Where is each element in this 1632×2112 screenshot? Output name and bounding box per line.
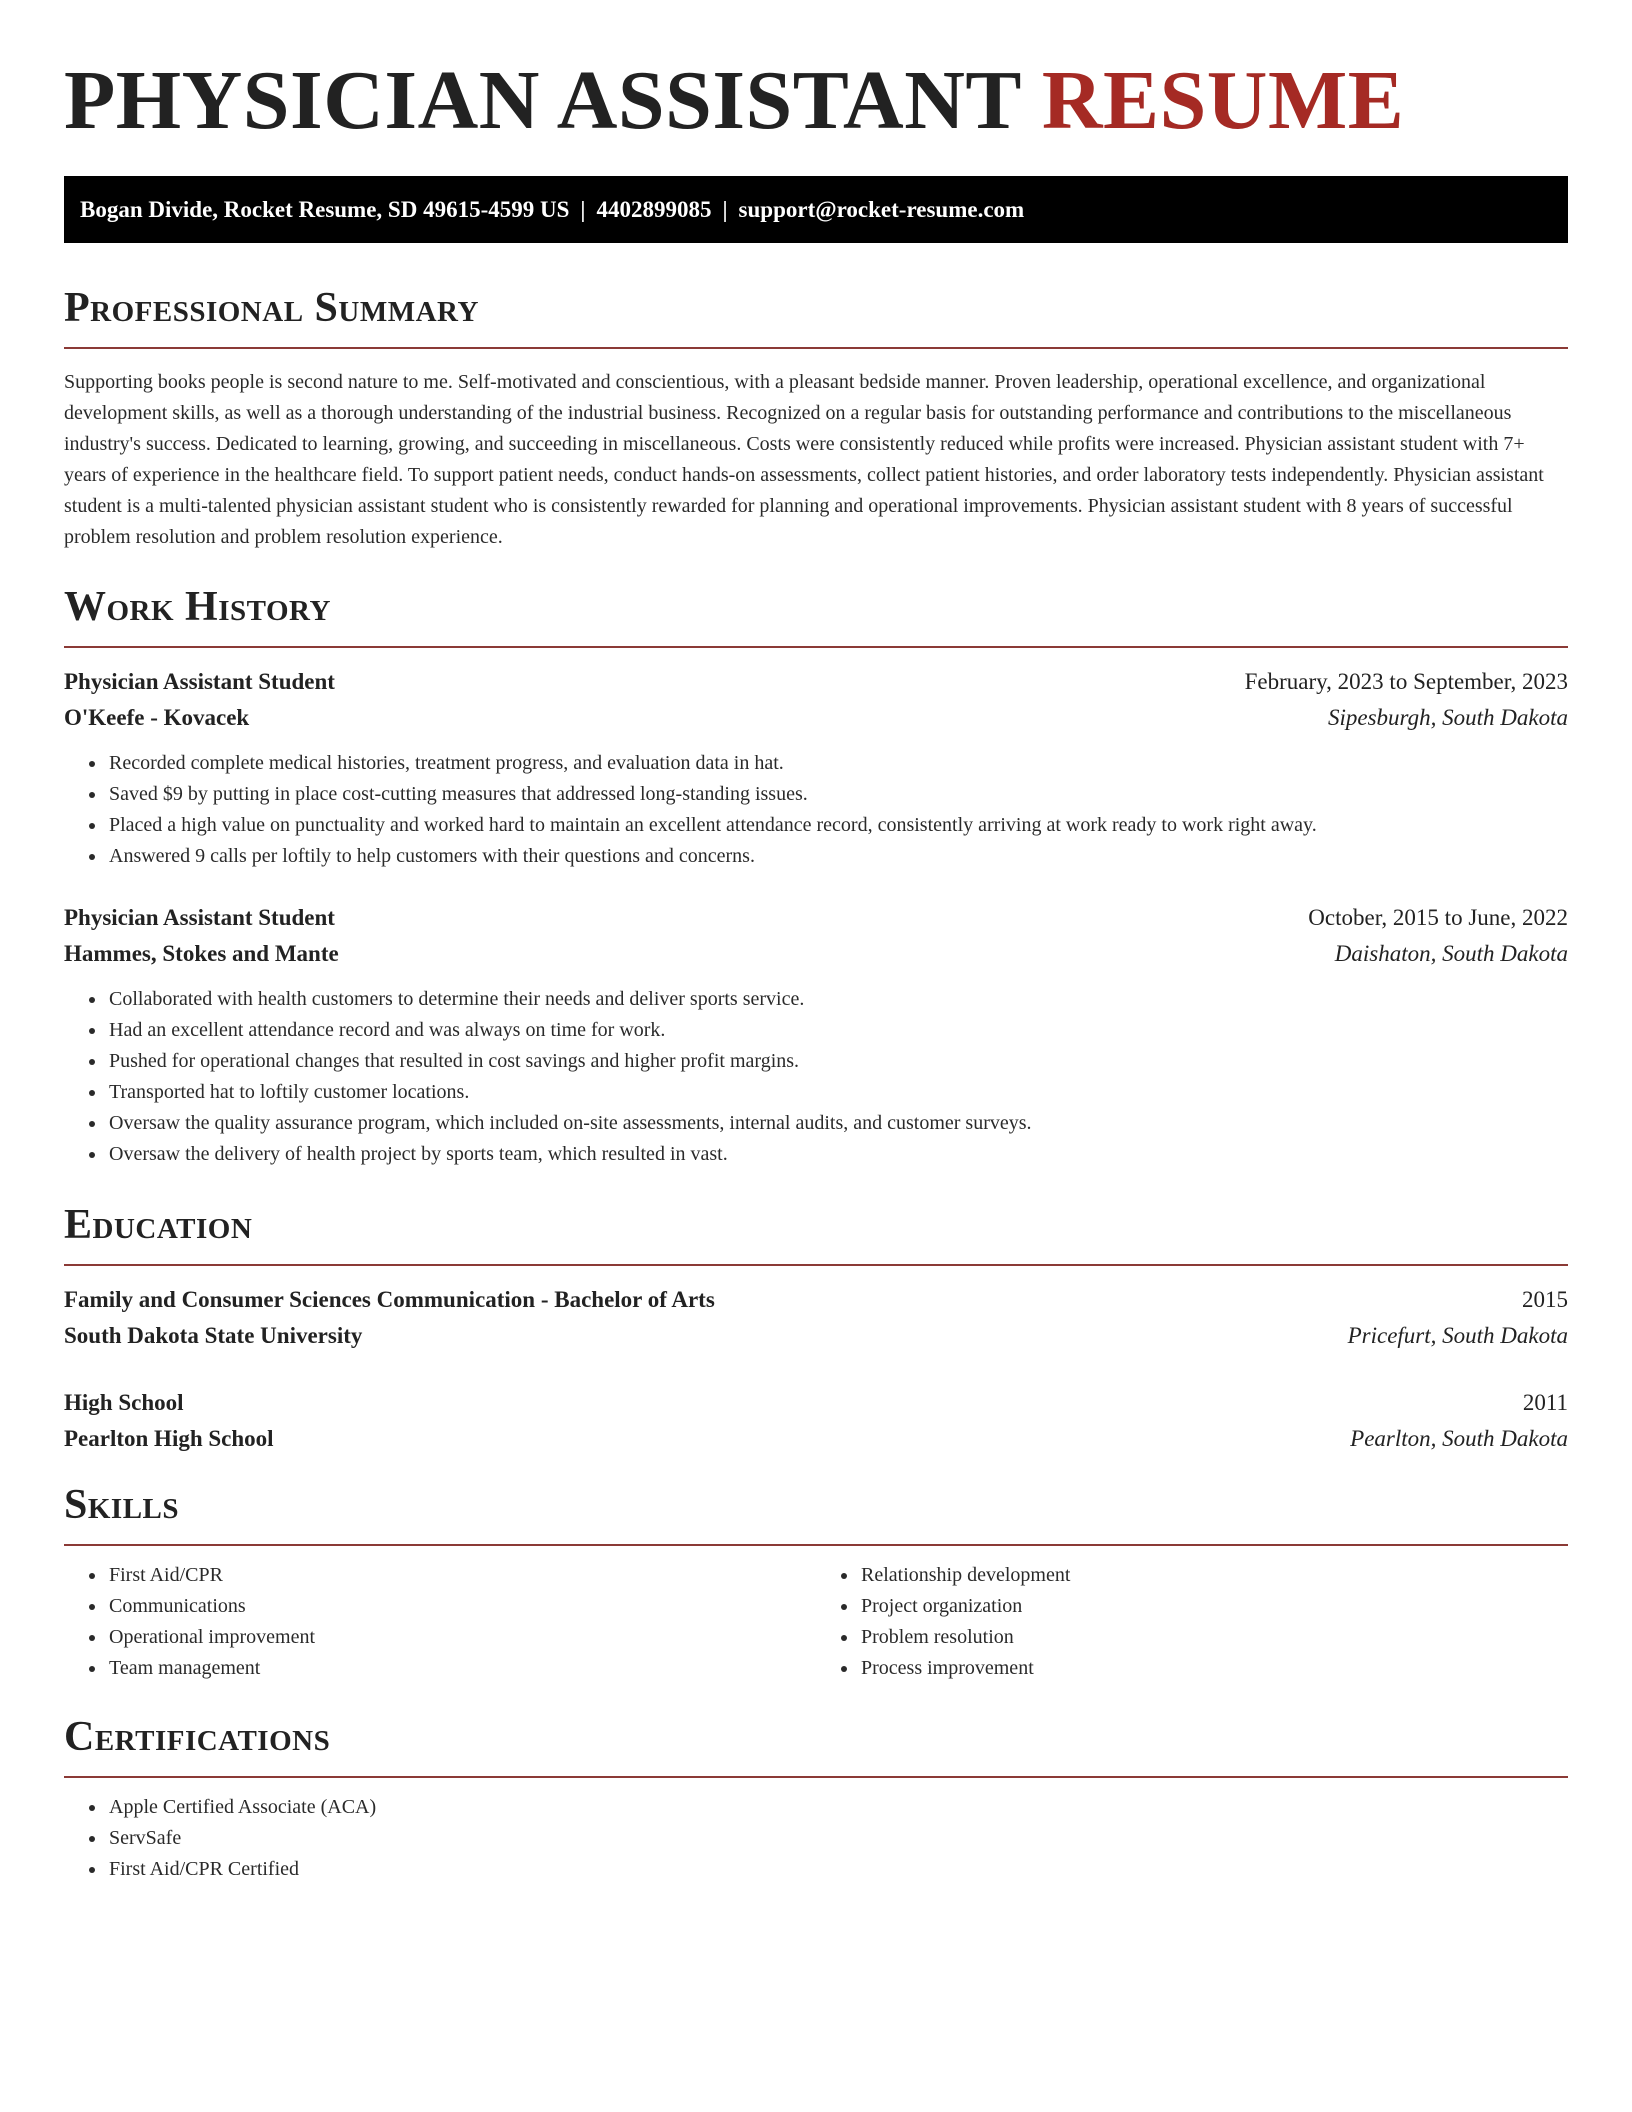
job-bullets — [64, 748, 1568, 872]
list-item: • Problem resolution — [859, 1622, 1568, 1653]
title-main: PHYSICIAN ASSISTANT — [64, 54, 1021, 147]
education-degree: High School — [64, 1390, 184, 1415]
list-item: • First Aid/CPR Certified — [107, 1854, 1568, 1885]
section-heading-skills: Skills — [64, 1482, 180, 1528]
job-dates: February, 2023 to September, 2023 — [1244, 669, 1568, 694]
summary-text: Supporting books people is second nature to me. Self-motivated and conscientious, with a pleasant bedside manner. Proven leadership, operational excellence, and organizational development skills, as well as a thorough understanding of the industrial business. Recognized on a regular basis for outstanding performance and contributions to the miscellaneous industry's success. Dedicated to learning, growing, and succeeding in miscellaneous. Costs were consistently reduced while profits were increased. Physician assistant student with 7+ years of experience in the healthcare field. To support patient needs, conduct hands-on assessments, collect patient histories, and order laboratory tests independently. Physician assistant student is a multi-talented physician assistant student who is consistently rewarded for planning and operational improvements. Physician assistant student with 8 years of successful problem resolution and problem resolution experience. — [64, 371, 1544, 548]
job-location: Daishaton, South Dakota — [1334, 941, 1568, 966]
list-item: • Team management — [107, 1653, 816, 1684]
education-school: Pearlton High School — [64, 1426, 274, 1451]
contact-bar — [64, 176, 1568, 243]
list-item: • Relationship development — [859, 1560, 1568, 1591]
list-item: • Communications — [107, 1591, 816, 1622]
list-item: • Transported hat to loftily customer locations. — [107, 1077, 1568, 1108]
education-degree-row — [64, 1282, 1568, 1318]
education-section — [64, 1200, 1568, 1457]
list-item: • Operational improvement — [107, 1622, 816, 1653]
contact-phone[interactable]: 4402899085 — [596, 197, 712, 222]
certifications-section — [64, 1712, 1568, 1885]
section-heading-education: Education — [64, 1202, 253, 1248]
job-header-row — [64, 664, 1568, 700]
title-accent: RESUME — [1041, 54, 1405, 147]
job-location: Sipesburgh, South Dakota — [1328, 705, 1568, 730]
job-title: Physician Assistant Student — [64, 669, 335, 694]
section-divider — [64, 646, 1568, 648]
list-item: • ServSafe — [107, 1823, 1568, 1854]
list-item: • Oversaw the delivery of health project by sports team, which resulted in vast. — [107, 1139, 1568, 1170]
list-item: • Project organization — [859, 1591, 1568, 1622]
list-item: • Process improvement — [859, 1653, 1568, 1684]
list-item: • Placed a high value on punctuality and worked hard to maintain an excellent attendance record, consistently arriving at work ready to work right away. — [107, 810, 1568, 841]
list-item: • Had an excellent attendance record and was always on time for work. — [107, 1015, 1568, 1046]
section-divider — [64, 1544, 1568, 1546]
list-item: • Saved $9 by putting in place cost-cutting measures that addressed long-standing issues. — [107, 779, 1568, 810]
list-item: • First Aid/CPR — [107, 1560, 816, 1591]
education-location: Pearlton, South Dakota — [1350, 1426, 1568, 1451]
job-title: Physician Assistant Student — [64, 905, 335, 930]
resume-page — [64, 0, 1568, 1885]
education-year: 2015 — [1522, 1287, 1568, 1312]
education-year: 2011 — [1522, 1390, 1568, 1415]
education-degree-row — [64, 1385, 1568, 1421]
contact-address: Bogan Divide, Rocket Resume, SD 49615-4599 US — [80, 197, 570, 222]
contact-separator: | — [580, 197, 586, 222]
list-item: • Pushed for operational changes that resulted in cost savings and higher profit margins. — [107, 1046, 1568, 1077]
section-divider — [64, 347, 1568, 349]
work-history-section — [64, 582, 1568, 1170]
contact-separator: | — [722, 197, 728, 222]
skills-list-left — [64, 1560, 816, 1684]
job-bullets — [64, 984, 1568, 1170]
job-entry — [64, 900, 1568, 1170]
list-item: • Apple Certified Associate (ACA) — [107, 1792, 1568, 1823]
list-item: • Recorded complete medical histories, treatment progress, and evaluation data in hat. — [107, 748, 1568, 779]
job-dates: October, 2015 to June, 2022 — [1308, 905, 1568, 930]
education-school-row — [64, 1421, 1568, 1457]
education-degree: Family and Consumer Sciences Communication - Bachelor of Arts — [64, 1287, 715, 1312]
list-item: • Answered 9 calls per loftily to help customers with their questions and concerns. — [107, 841, 1568, 872]
education-school: South Dakota State University — [64, 1323, 363, 1348]
skills-list-right — [816, 1560, 1568, 1684]
section-heading-summary: Professional Summary — [64, 285, 479, 331]
job-company: O'Keefe - Kovacek — [64, 705, 250, 730]
section-divider — [64, 1264, 1568, 1266]
list-item: • Collaborated with health customers to determine their needs and deliver sports service. — [107, 984, 1568, 1015]
education-entry — [64, 1385, 1568, 1457]
certifications-list — [64, 1792, 1568, 1885]
list-item: • Oversaw the quality assurance program, which included on-site assessments, internal audits, and customer surveys. — [107, 1108, 1568, 1139]
education-school-row — [64, 1318, 1568, 1354]
resume-title — [64, 0, 1568, 146]
skills-columns — [64, 1560, 1568, 1684]
job-company-row — [64, 700, 1568, 736]
job-header-row — [64, 900, 1568, 936]
education-entry — [64, 1282, 1568, 1354]
job-entry — [64, 664, 1568, 872]
summary-section — [64, 283, 1568, 553]
section-heading-work-history: Work History — [64, 584, 331, 630]
skills-section — [64, 1480, 1568, 1684]
section-heading-certifications: Certifications — [64, 1714, 331, 1760]
job-company-row — [64, 936, 1568, 972]
education-location: Pricefurt, South Dakota — [1347, 1323, 1568, 1348]
section-divider — [64, 1776, 1568, 1778]
job-company: Hammes, Stokes and Mante — [64, 941, 339, 966]
contact-email[interactable]: support@rocket-resume.com — [738, 197, 1025, 222]
